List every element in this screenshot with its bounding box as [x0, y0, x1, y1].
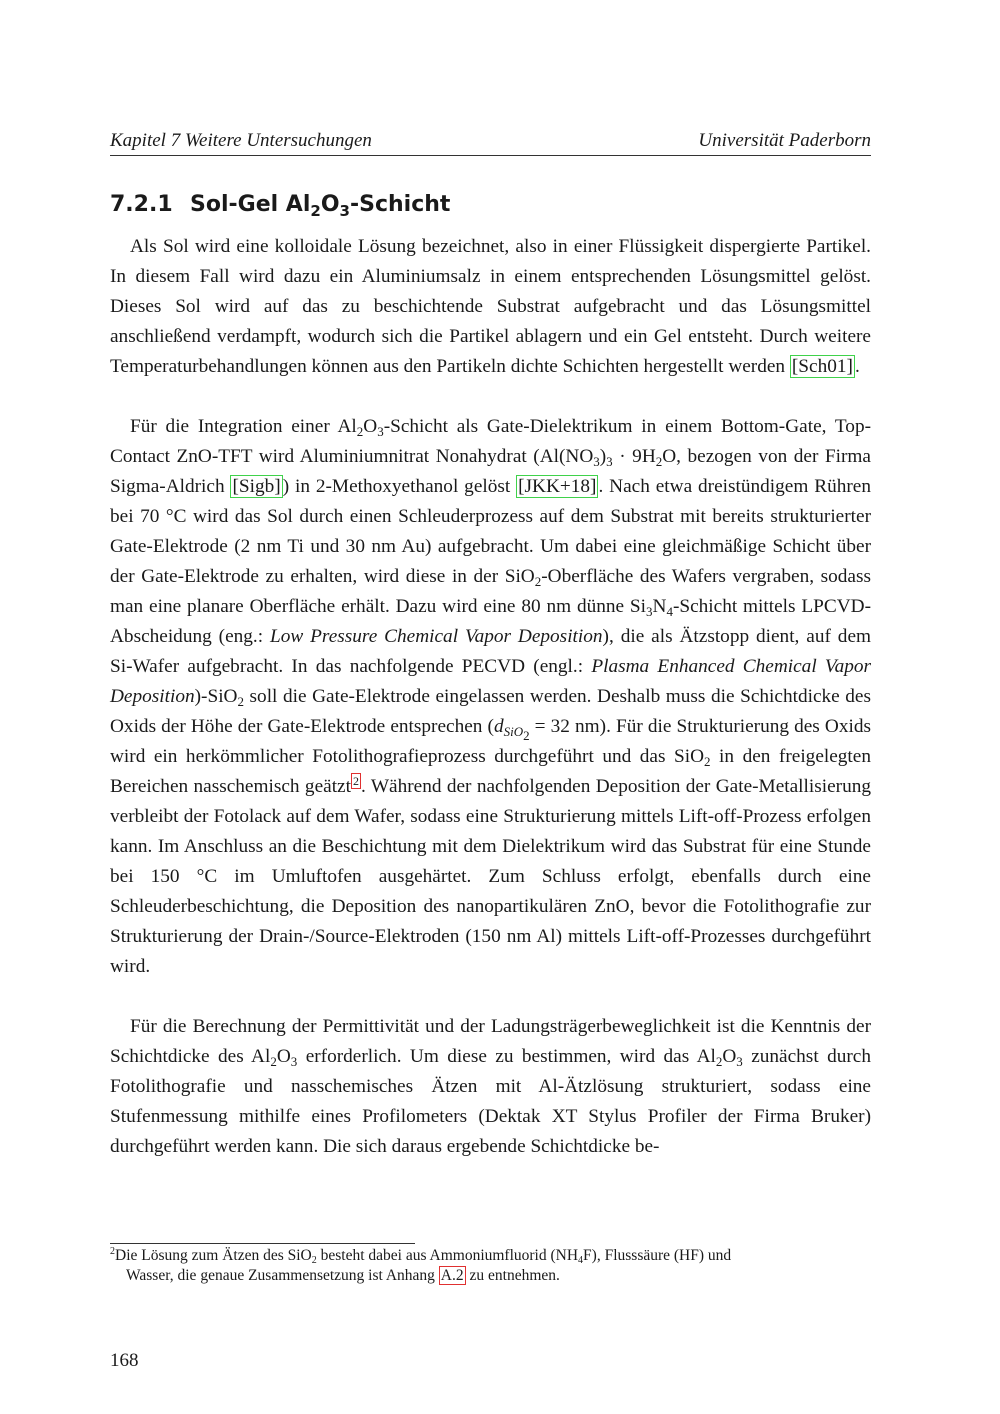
paragraph-thickness — [110, 1012, 871, 1162]
text-run: erforderlich. Um diese zu bestimmen, wird das Al — [297, 1046, 716, 1067]
section-title-part: Sol-Gel Al — [190, 192, 311, 217]
text-run: -Schicht als Gate-Dielektrikum in einem Bottom-Gate, Top-Contact ZnO-TFT wird Aluminiumnitrat Nonahydrat (Al(NO — [110, 416, 871, 467]
text-run: zu entnehmen. — [465, 1267, 560, 1284]
subscript: 3 — [593, 454, 600, 469]
footnote-mark: 2 — [110, 1246, 115, 1257]
subscript: 2 — [534, 574, 542, 589]
text-run: ). Für die Strukturierung des Oxids wird ein herkömmlicher Fotolithografieprozess durchgeführt und das SiO — [110, 716, 871, 767]
text-run: O — [276, 1046, 291, 1067]
footnote — [110, 1246, 871, 1286]
footnote-divider — [110, 1243, 415, 1244]
section-title-part: -Schicht — [349, 192, 451, 217]
text-run: O — [363, 416, 378, 437]
paragraph-integration — [110, 412, 871, 982]
math-subscript: SiO — [503, 724, 524, 739]
text-run: Wasser, die genaue Zusammensetzung ist Anhang — [126, 1267, 439, 1284]
subscript: 4 — [578, 1255, 584, 1266]
body-text — [110, 232, 871, 1162]
subscript: 2 — [655, 454, 663, 469]
paragraph-sol-definition — [110, 232, 871, 382]
subscript: 2 — [237, 694, 244, 709]
section-title-part: O — [320, 192, 340, 217]
subscript: 2 — [704, 754, 711, 769]
subscript: 3 — [646, 604, 653, 619]
subscript: 2 — [356, 424, 364, 439]
text-run: ), die als Ätzstopp dient, auf dem Si-Wafer aufgebracht. In das nachfolgende PECVD (engl.: — [110, 626, 872, 677]
footnote-reference[interactable]: 2 — [352, 774, 359, 788]
subscript: 2 — [270, 1054, 277, 1069]
text-run: Für die Berechnung der Permittivität und der Ladungsträgerbeweglichkeit ist die Kenntnis der Schichtdicke des Al — [110, 1016, 871, 1067]
text-run: F), Flusssäure (HF) und — [583, 1247, 732, 1264]
subscript: 2 — [715, 1054, 723, 1069]
subscript: 2 — [523, 728, 530, 743]
math-variable: d — [493, 716, 504, 737]
emphasis: Plasma Enhanced Chemical Vapor Deposition — [110, 656, 871, 707]
text-run: ) in 2-Methoxyethanol gelöst — [282, 476, 517, 497]
text-run: . Während der nachfolgenden Deposition der Gate-Metallisierung verbleibt der Fotolack auf dem Wafer, sodass eine Strukturierung mittels Lift-off-Prozess erfolgen kann. Im Anschluss an die Beschichtung mit dem Dielektrikum wird das Substrat für eine Stunde bei 150 °C im Umluftofen ausgehärtet. Zum Schluss erfolgt, ebenfalls durch eine Schleuderbeschichtung, die Deposition des nanopartikulären ZnO, bevor die Fotolithografie zur Strukturierung der Drain-/Source-Elektroden (150 nm Al) mittels Lift-off-Prozesses durchgeführt wird. — [110, 776, 872, 977]
citation-jkk18[interactable]: [JKK+18] — [518, 476, 597, 497]
subscript: 3 — [377, 424, 384, 439]
section-title — [110, 190, 450, 220]
subscript: 2 — [310, 202, 321, 220]
text-run: soll die Gate-Elektrode eingelassen werden. Deshalb muss die Schichtdicke des Oxids der Höhe der Gate-Elektrode entsprechen ( — [110, 686, 871, 737]
subscript: 3 — [339, 202, 350, 220]
text-run: O — [722, 1046, 737, 1067]
running-header — [110, 129, 871, 156]
subscript: 2 — [311, 1255, 317, 1266]
subscript — [503, 724, 530, 743]
subscript: 3 — [290, 1054, 298, 1069]
header-chapter: Kapitel 7 Weitere Untersuchungen — [110, 130, 372, 151]
text-run: . — [854, 356, 860, 377]
footnote-line-2 — [110, 1266, 871, 1286]
text-run: -Oberfläche des Wafers vergraben, sodass man eine planare Oberfläche erhält. Dazu wird eine 80 nm dünne Si — [110, 566, 871, 617]
text-run: N — [652, 596, 667, 617]
citation-sigb[interactable]: [Sigb] — [232, 476, 281, 497]
text-run: Für die Integration einer Al — [130, 416, 357, 437]
header-university: Universität Paderborn — [698, 130, 871, 151]
subscript: 3 — [606, 454, 613, 469]
text-run: besteht dabei aus Ammoniumfluorid (NH — [316, 1247, 579, 1264]
text-run: Die Lösung zum Ätzen des SiO — [115, 1247, 312, 1264]
text-run: · 9H — [612, 446, 656, 467]
emphasis: Low Pressure Chemical Vapor Deposition — [270, 626, 603, 647]
text-run: ) — [599, 446, 607, 467]
text-run: -Schicht mittels LPCVD-Abscheidung (eng.: — [110, 596, 872, 647]
text-run: zunächst durch Fotolithografie und nasschemisches Ätzen mit Al-Ätzlösung strukturiert, sodass eine Stufenmessung mithilfe eines Profilometers (Dektak XT Stylus Profiler der Firma Bruker) durchgeführt werden kann. Die sich daraus ergebende Schichtdicke be- — [110, 1046, 871, 1157]
text-run: . Nach etwa dreistündigem Rühren bei 70 °C wird das Sol durch einen Schleuderprozess auf dem Substrat mit bereits strukturierter Gate-Elektrode (2 nm Ti und 30 nm Au) aufgebracht. Um dabei eine gleichmäßige Schicht über der Gate-Elektrode zu erhalten, wird diese in der SiO — [110, 476, 871, 587]
text-run: O, bezogen von der Firma Sigma-Aldrich — [110, 446, 871, 497]
section-number: 7.2.1 — [110, 192, 173, 217]
page-number: 168 — [110, 1350, 139, 1371]
text-run: in den freigelegten Bereichen nasschemisch geätzt — [110, 746, 871, 797]
citation-sch01[interactable]: [Sch01] — [791, 356, 853, 377]
text-run: Als Sol wird eine kolloidale Lösung bezeichnet, also in einer Flüssigkeit dispergierte Partikel. In diesem Fall wird dazu ein Aluminiumsalz in einem entsprechenden Lösungsmittel gelöst. Dieses Sol wird auf das zu beschichtende Substrat aufgebracht und das Lösungsmittel anschließend verdampft, wodurch sich die Partikel ablagern und ein Gel entsteht. Durch weitere Temperaturbehandlungen können aus den Partikeln dichte Schichten hergestellt werden — [110, 236, 871, 377]
text-run: )-SiO — [194, 686, 238, 707]
text-run: = 32 nm — [529, 716, 600, 737]
appendix-link[interactable]: A.2 — [440, 1267, 464, 1284]
subscript: 3 — [736, 1054, 743, 1069]
subscript: 4 — [666, 604, 673, 619]
